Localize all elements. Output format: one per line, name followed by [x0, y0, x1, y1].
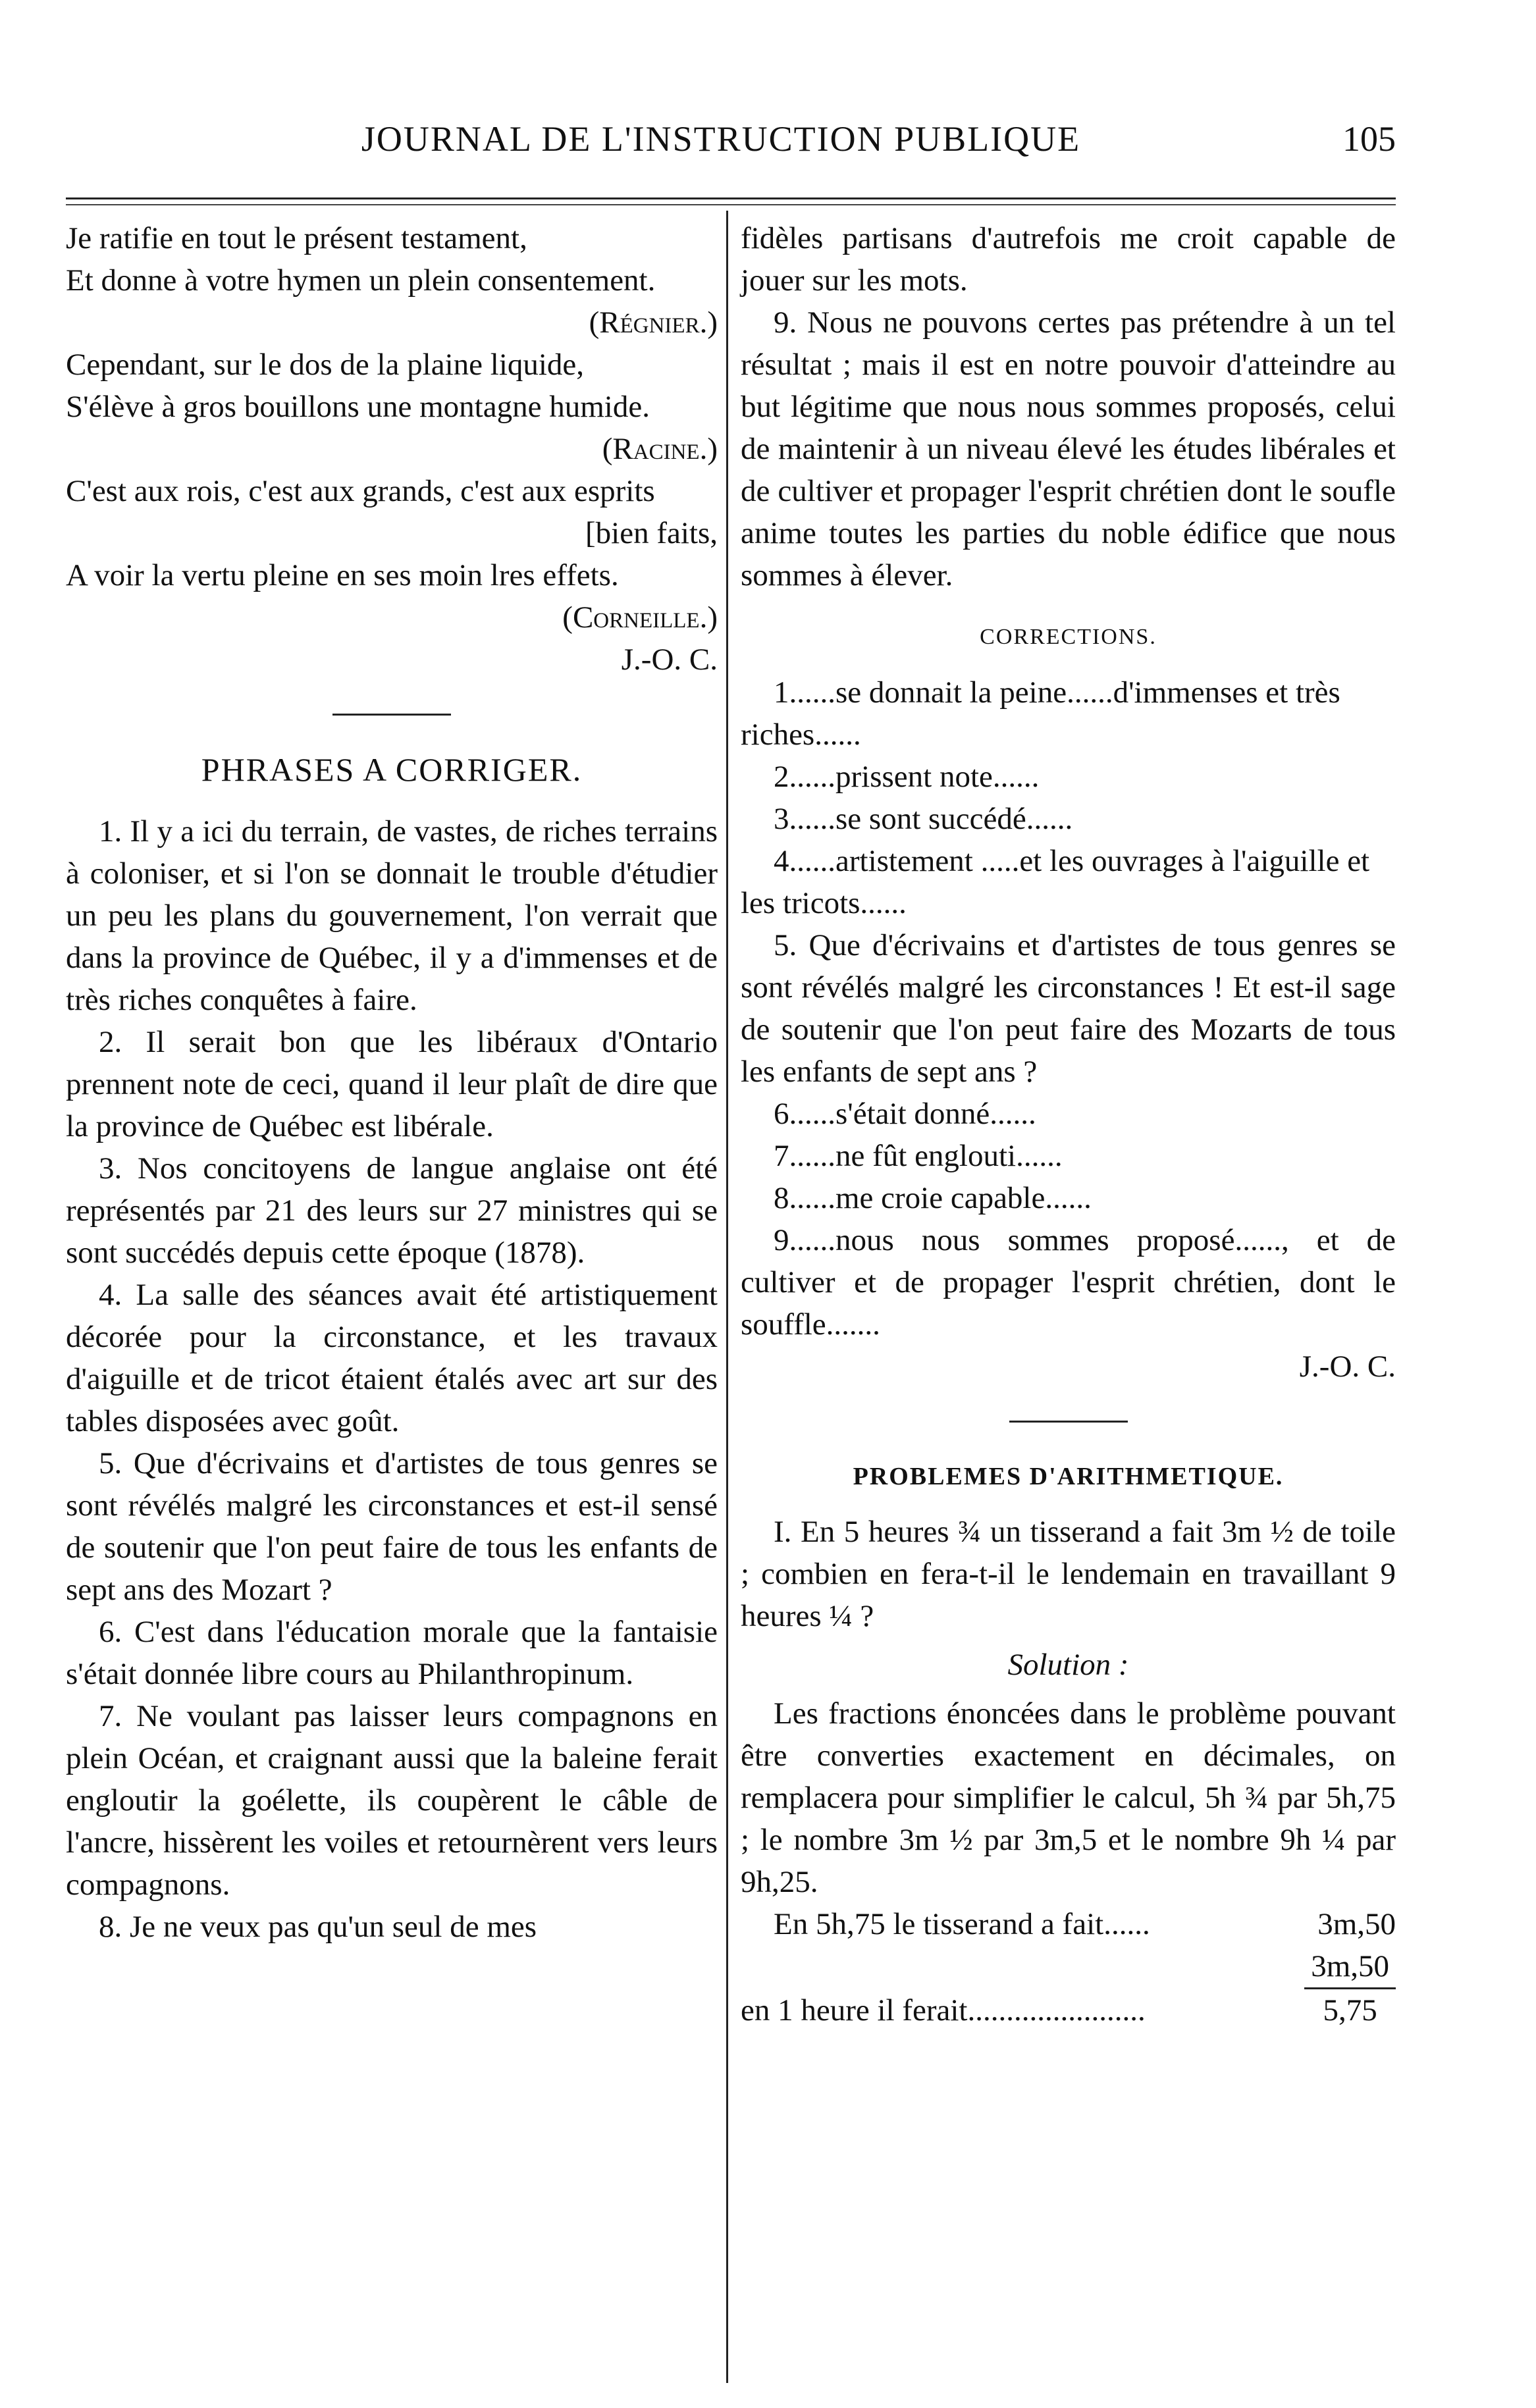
- page-number: 105: [1342, 119, 1396, 159]
- calc-line-2: [741, 1945, 1396, 2031]
- corrections-title: CORRECTIONS.: [980, 625, 1157, 649]
- quote-attribution: (Régnier.): [589, 305, 718, 340]
- correction-item: 7......ne fût englouti......: [774, 1139, 1063, 1173]
- section-divider: [332, 714, 451, 716]
- quote-racine: [66, 344, 718, 470]
- calc-line-1: [741, 1903, 1396, 1945]
- header-rule: [66, 197, 1396, 199]
- journal-title: JOURNAL DE L'INSTRUCTION PUBLIQUE: [361, 119, 1081, 159]
- section-divider: [1009, 1421, 1128, 1423]
- phrase-item: 8. Je ne veux pas qu'un seul de mes: [99, 1910, 537, 1944]
- phrase-item: 5. Que d'écrivains et d'artistes de tous genres se sont révélés malgré les circonstances et est-il sensé de soutenir que l'on peut faire de tous les enfants de sept ans des Mozart ?: [66, 1446, 718, 1607]
- fraction-numerator: 3m,50: [1304, 1945, 1396, 1989]
- correction-item: 9......nous nous sommes proposé......, et de cultiver et de propager l'esprit chrétien, dont le souffle.......: [741, 1223, 1396, 1342]
- signature: J.-O. C.: [621, 642, 718, 677]
- phrase-item: 7. Ne voulant pas laisser leurs compagnons en plein Océan, et craignant aussi que la baleine ferait engloutir la goélette, ils coupèrent le câble de l'ancre, hissèrent les voiles et retournèrent vers leurs compagnons.: [66, 1699, 718, 1902]
- fraction: [1304, 1945, 1396, 2031]
- section-title: PHRASES A CORRIGER.: [201, 751, 583, 788]
- left-column: [66, 217, 718, 1948]
- solution-label: Solution :: [1007, 1648, 1129, 1682]
- problems-title: PROBLEMES D'ARITHMETIQUE.: [853, 1463, 1284, 1490]
- calc-text: en 1 heure il ferait.......................: [741, 1993, 1146, 2028]
- quote-regnier: [66, 217, 718, 344]
- verse-line: C'est aux rois, c'est aux grands, c'est aux esprits: [66, 474, 655, 508]
- correction-item: 3......se sont succédé......: [774, 802, 1073, 836]
- verse-line: Et donne à votre hymen un plein consentement.: [66, 263, 656, 298]
- calc-value: 3m,50: [1317, 1907, 1396, 1941]
- verse-line: Je ratifie en tout le présent testament,: [66, 221, 527, 255]
- correction-item: 2......prissent note......: [774, 760, 1040, 794]
- quote-attribution: (Corneille.): [562, 600, 718, 635]
- correction-item: 5. Que d'écrivains et d'artistes de tous genres se sont révélés malgré les circonstances ! Et est-il sage de soutenir que l'on peut faire des Mozarts de tous les enfants de sept ans ?: [741, 928, 1396, 1089]
- verse-line: Cependant, sur le dos de la plaine liquide,: [66, 348, 585, 382]
- phrase-item: 2. Il serait bon que les libéraux d'Ontario prennent note de ceci, quand il leur plaît de dire que la province de Québec est libérale.: [66, 1025, 718, 1143]
- page-header: [66, 118, 1396, 171]
- continued-paragraph: fidèles partisans d'autrefois me croit capable de jouer sur les mots.: [741, 221, 1396, 298]
- verse-line: S'élève à gros bouillons une montagne humide.: [66, 390, 650, 424]
- correction-item: 1......se donnait la peine......d'immenses et très riches......: [741, 675, 1340, 752]
- calc-text: En 5h,75 le tisserand a fait......: [774, 1907, 1150, 1941]
- solution-paragraph: Les fractions énoncées dans le problème pouvant être converties exactement en décimales, on remplacera pour simplifier le calcul, 5h ¾ par 5h,75 ; le nombre 3m ½ par 3m,5 et le nombre 9h ¼ par 9h,25.: [741, 1696, 1396, 1899]
- paragraph-9: 9. Nous ne pouvons certes pas prétendre à un tel résultat ; mais il est en notre pouvoir d'atteindre au but légitime que nous nous sommes proposés, celui de maintenir à un niveau élevé les études libérales et de cultiver et propager l'esprit chrétien dont le soufle anime toutes les parties du noble édifice que nous sommes à élever.: [741, 305, 1396, 592]
- quote-corneille: [66, 470, 718, 639]
- fraction-denominator: 5,75: [1323, 1993, 1377, 2028]
- phrase-item: 3. Nos concitoyens de langue anglaise ont été représentés par 21 des leurs sur 27 ministres qui se sont succédés depuis cette époque (1878).: [66, 1151, 718, 1270]
- phrase-item: 1. Il y a ici du terrain, de vastes, de riches terrains à coloniser, et si l'on se donnait le trouble d'étudier un peu les plans du gouvernement, l'on verrait que dans la province de Québec, il y a d'immenses et de très riches conquêtes à faire.: [66, 814, 718, 1017]
- correction-item: 8......me croie capable......: [774, 1181, 1092, 1215]
- problem-statement: I. En 5 heures ¾ un tisserand a fait 3m ½ de toile ; combien en fera-t-il le lendemain en travaillant 9 heures ¼ ?: [741, 1515, 1396, 1633]
- quote-attribution: (Racine.): [602, 432, 718, 466]
- phrase-item: 6. C'est dans l'éducation morale que la fantaisie s'était donnée libre cours au Philanthropinum.: [66, 1615, 718, 1691]
- right-column: [741, 217, 1396, 2031]
- verse-line: A voir la vertu pleine en ses moin lres effets.: [66, 558, 619, 592]
- correction-item: 4......artistement .....et les ouvrages à l'aiguille et les tricots......: [741, 844, 1370, 920]
- signature: J.-O. C.: [1299, 1349, 1396, 1384]
- verse-line-continuation: [bien faits,: [585, 516, 718, 550]
- phrase-item: 4. La salle des séances avait été artistiquement décorée pour la circonstance, et les travaux d'aiguille et de tricot étaient étalés avec art sur des tables disposées avec goût.: [66, 1278, 718, 1438]
- correction-item: 6......s'était donné......: [774, 1097, 1036, 1131]
- column-divider: [726, 211, 728, 2383]
- header-rule-secondary: [66, 204, 1396, 205]
